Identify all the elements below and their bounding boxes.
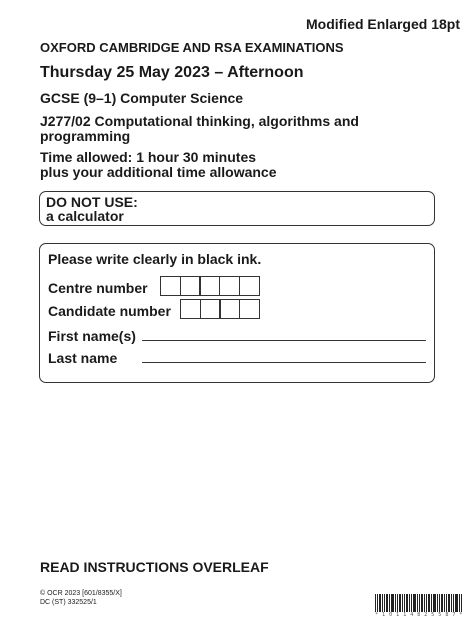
centre-number-field[interactable] — [160, 276, 259, 296]
first-name-line[interactable] — [142, 340, 426, 341]
time-allowance: plus your additional time allowance — [40, 164, 277, 180]
centre-number-cell[interactable] — [160, 276, 181, 296]
time-allowed: Time allowed: 1 hour 30 minutes — [40, 149, 257, 165]
barcode-number: * 1 0 1 1 4 8 2 5 5 8 7 * — [375, 612, 463, 618]
paper-title-line1: J277/02 Computational thinking, algorithms and — [40, 113, 359, 129]
instructions-overleaf: READ INSTRUCTIONS OVERLEAF — [40, 559, 269, 575]
barcode-image — [375, 594, 463, 612]
candidate-number-label: Candidate number — [48, 303, 171, 319]
do-not-use-item: a calculator — [46, 208, 124, 224]
last-name-label: Last name — [48, 350, 118, 366]
centre-number-cell[interactable] — [180, 276, 201, 296]
format-label: Modified Enlarged 18pt — [305, 16, 460, 32]
candidate-number-cell[interactable] — [239, 299, 260, 319]
candidate-number-cell[interactable] — [219, 299, 240, 319]
candidate-number-cell[interactable] — [180, 299, 201, 319]
document-code: DC (ST) 332525/1 — [40, 599, 97, 606]
candidate-number-cell[interactable] — [200, 299, 221, 319]
exam-date: Thursday 25 May 2023 – Afternoon — [40, 64, 304, 81]
copyright-notice: © OCR 2023 [601/8355/X] — [40, 590, 122, 597]
candidate-details-box — [39, 243, 435, 383]
paper-title-line2: programming — [40, 128, 131, 144]
first-name-label: First name(s) — [48, 328, 136, 344]
centre-number-cell[interactable] — [219, 276, 240, 296]
candidate-number-field[interactable] — [180, 299, 259, 319]
do-not-use-title: DO NOT USE: — [46, 194, 138, 210]
ink-instruction: Please write clearly in black ink. — [48, 251, 262, 267]
do-not-use-box — [39, 191, 435, 226]
centre-number-cell[interactable] — [199, 276, 220, 296]
centre-number-cell[interactable] — [239, 276, 260, 296]
centre-number-label: Centre number — [48, 280, 148, 296]
last-name-line[interactable] — [142, 362, 426, 363]
exam-board: OXFORD CAMBRIDGE AND RSA EXAMINATIONS — [40, 40, 344, 55]
qualification-title: GCSE (9–1) Computer Science — [40, 90, 244, 106]
